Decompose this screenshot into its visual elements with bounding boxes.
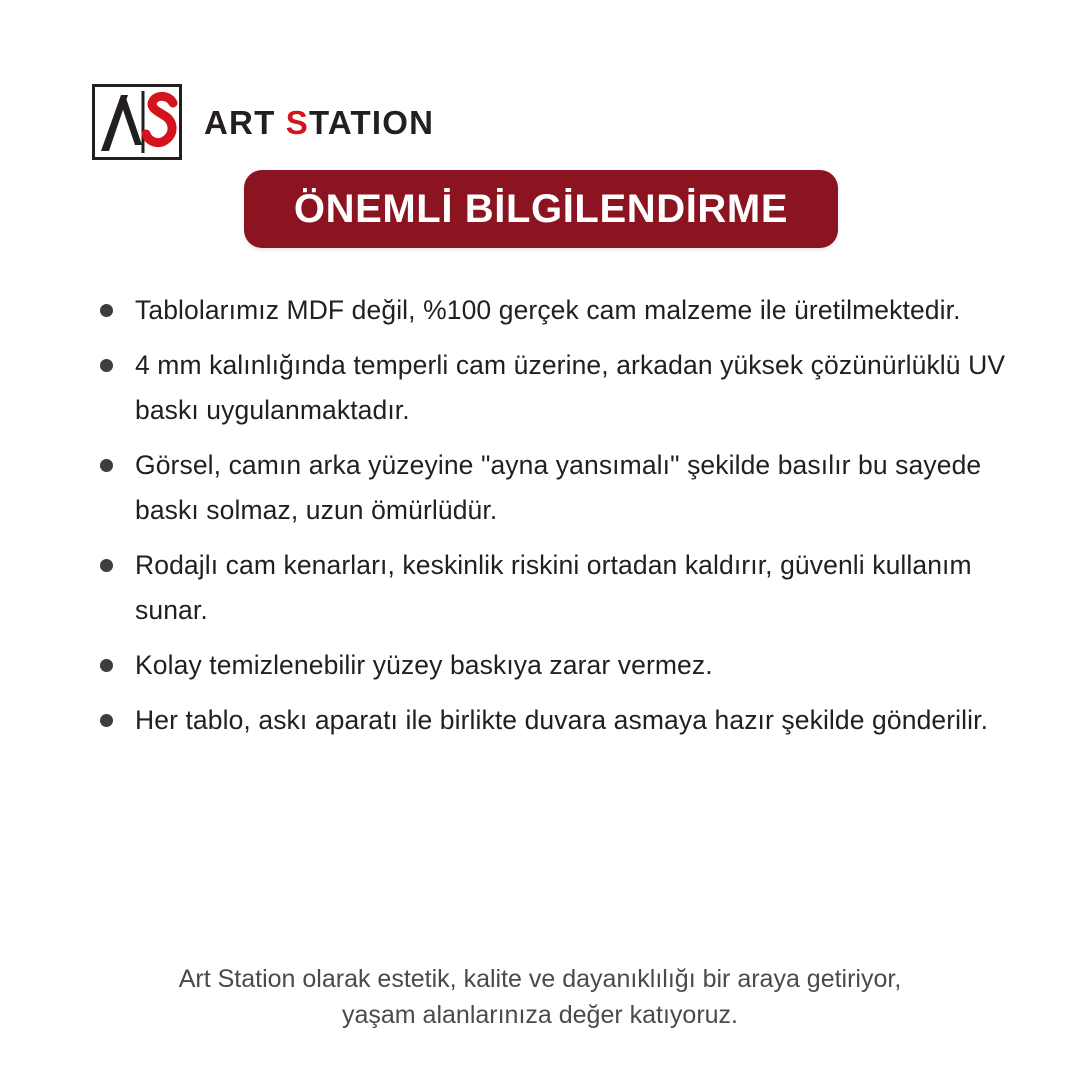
- list-item-text: Kolay temizlenebilir yüzey baskıya zarar vermez.: [135, 650, 713, 681]
- as-monogram-logo-icon: [92, 84, 182, 160]
- footer-tagline: [0, 962, 1080, 1033]
- bullet-dot-icon: [100, 459, 113, 472]
- bullet-dot-icon: [100, 359, 113, 372]
- list-item: [100, 343, 1030, 433]
- bullet-dot-icon: [100, 714, 113, 727]
- footer-line-2: yaşam alanlarınıza değer katıyoruz.: [341, 1000, 739, 1029]
- brand-name-accent: S: [285, 103, 310, 141]
- feature-list: [100, 288, 1030, 753]
- page-title: ÖNEMLİ BİLGİLENDİRME: [293, 187, 789, 231]
- footer-line-1: Art Station olarak estetik, kalite ve dayanıklılığı bir araya getiriyor,: [178, 965, 902, 993]
- brand-name: [204, 103, 435, 141]
- list-item-text: Görsel, camın arka yüzeyine "ayna yansımalı" şekilde basılır bu sayede baskı solmaz, uzun ömürlüdür.: [135, 450, 982, 526]
- list-item-text: Her tablo, askı aparatı ile birlikte duvara asmaya hazır şekilde gönderilir.: [135, 705, 989, 736]
- list-item-text: Rodajlı cam kenarları, keskinlik riskini ortadan kaldırır, güvenli kullanım sunar.: [135, 550, 972, 626]
- list-item-text: Tablolarımız MDF değil, %100 gerçek cam malzeme ile üretilmektedir.: [135, 295, 961, 325]
- bullet-dot-icon: [100, 659, 113, 672]
- brand-lockup: [92, 84, 434, 160]
- list-item: [100, 543, 1030, 633]
- list-item-text: 4 mm kalınlığında temperli cam üzerine, arkadan yüksek çözünürlüklü UV baskı uygulanmaktadır.: [135, 350, 1006, 426]
- title-banner: [244, 170, 838, 248]
- brand-name-art: ART: [204, 103, 286, 141]
- bullet-dot-icon: [100, 559, 113, 572]
- brand-name-tation: TATION: [309, 103, 435, 141]
- list-item: [100, 698, 1030, 743]
- list-item: [100, 288, 1030, 333]
- list-item: [100, 643, 1030, 688]
- list-item: [100, 443, 1030, 533]
- bullet-dot-icon: [100, 304, 113, 317]
